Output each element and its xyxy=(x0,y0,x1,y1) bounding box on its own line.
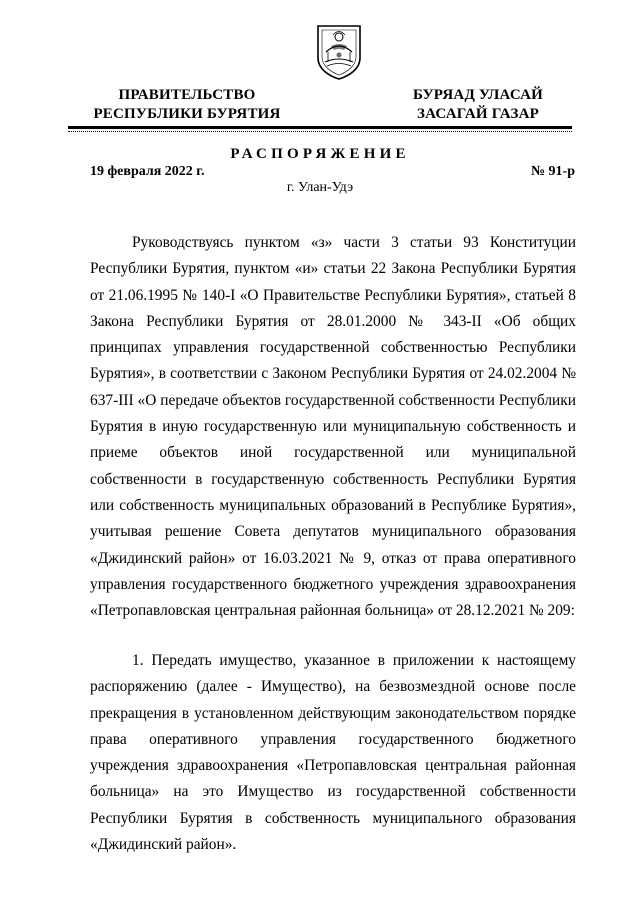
header-divider-dotted xyxy=(68,131,572,132)
government-name-buryat xyxy=(398,86,558,124)
document-type-title: РАСПОРЯЖЕНИЕ xyxy=(230,146,410,162)
document-number: № 91-р xyxy=(530,164,575,179)
header-right-line2: ЗАСАГАЙ ГАЗАР xyxy=(417,106,539,122)
coat-of-arms-icon xyxy=(314,22,364,80)
header-right-line1: БУРЯАД УЛАСАЙ xyxy=(412,87,544,103)
government-name-russian xyxy=(82,86,292,124)
document-city: г. Улан-Удэ xyxy=(286,180,354,195)
body-paragraph-preamble: Руководствуясь пунктом «з» части 3 статьи 93 Конституции Республики Бурятия, пунктом «и» статьи 22 Закона Республики Бурятия от 21.06.1995 № 140-I «О Правительстве Республики Бурятия», статьей 8 Закона Республики Бурятия от 28.01.2000 № 343-II «Об общих принципах управления государственной собственностью Республики Бурятия», в соответствии с Законом Республики Бурятия от 24.02.2004 № 637-III «О передаче объектов государственной собственности Республики Бурятия в иную государственную или муниципальную собственность и приеме объектов иной государственной или муниципальной собственности в государственную собственность Республики Бурятия или собственность муниципальных образований в Республике Бурятия», учитывая решение Совета депутатов муниципального образования «Джидинский район» от 16.03.2021 № 9, отказ от права оперативного управления государственного бюджетного учреждения здравоохранения «Петропавловская центральная районная больница» от 28.12.2021 № 209: xyxy=(90,234,576,620)
document-date: 19 февраля 2022 г. xyxy=(90,164,205,179)
header-left-line1: ПРАВИТЕЛЬСТВО xyxy=(118,87,256,103)
header-divider-thick xyxy=(68,126,572,129)
header-left-line2: РЕСПУБЛИКИ БУРЯТИЯ xyxy=(93,106,281,122)
body-paragraph-item-1: 1. Передать имущество, указанное в приложении к настоящему распоряжению (далее - Имущество), на безвозмездной основе после прекращения в установленном действующим законодательством порядке права оперативного управления государственного бюджетного учреждения здравоохранения «Петропавловская центральная районная больница» на это Имущество из государственной собственности Республики Бурятия в собственность муниципального образования «Джидинский район». xyxy=(90,652,576,854)
